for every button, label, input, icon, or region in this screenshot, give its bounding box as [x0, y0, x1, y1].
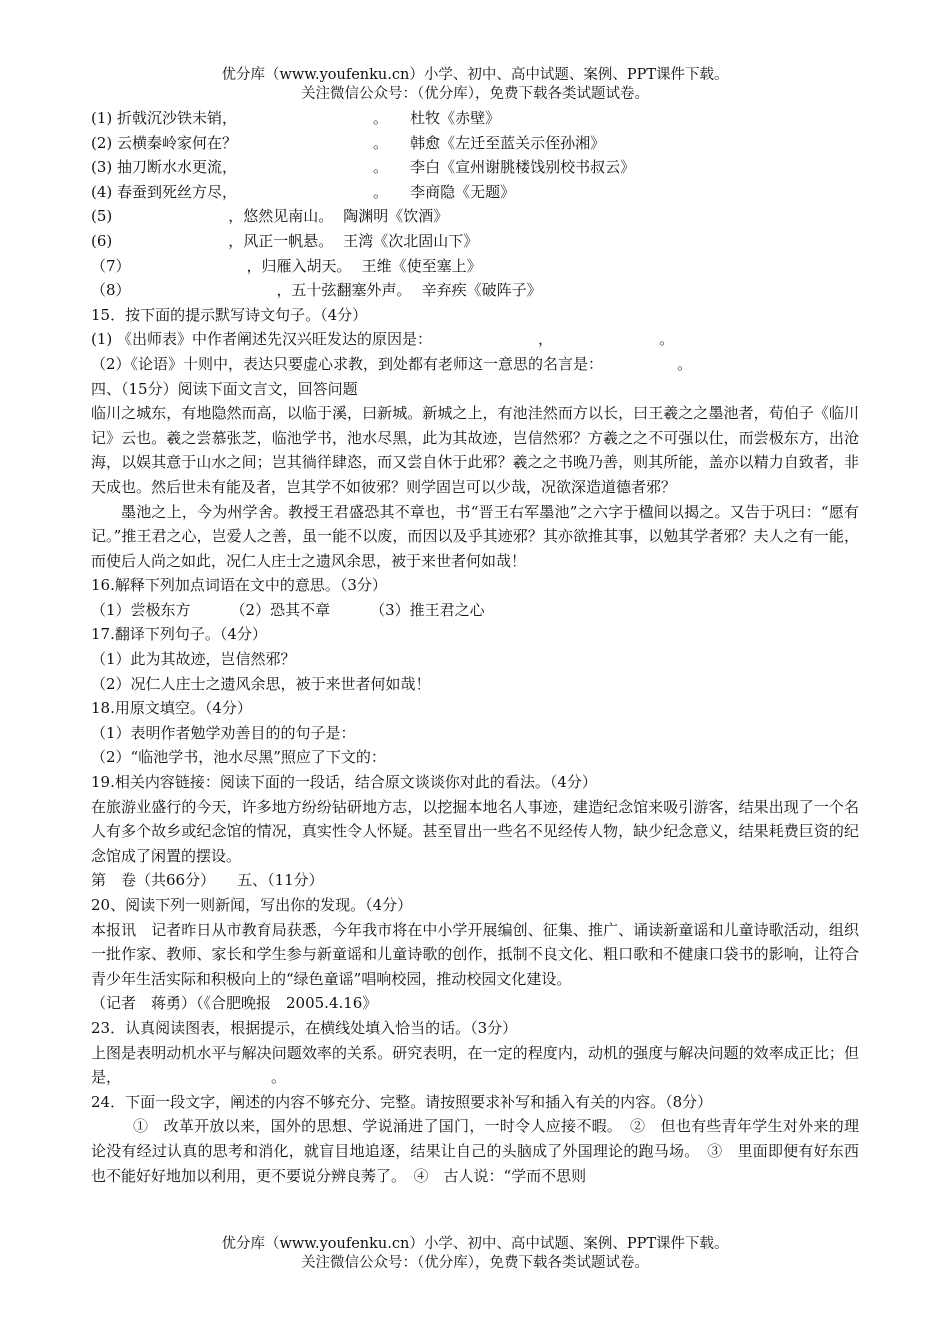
q18-item-2: （2）“临池学书，池水尽黑”照应了下文的：	[91, 748, 386, 767]
q16-item: （1）尝极东方	[91, 600, 191, 619]
q19-text: 在旅游业盛行的今天，许多地方纷纷钻研地方志，以挖掘本地名人事迹，建造纪念馆来吸引游客，结果出现了一个名人有多个故乡或纪念馆的情况，真实性令人怀疑。甚至冒出一些名不见经传人物，缺少纪念意义，结果耗费巨资的纪念馆成了闲置的摆设。	[91, 797, 859, 865]
item-end: 。	[677, 354, 693, 373]
passage-paragraph-2: 墨池之上，今为州学舍。教授王君盛恐其不章也，书“晋王右军墨池”之六字于楹间以揭之。又告于巩曰：“愿有记。”推王君之心，岂爱人之善，虽一能不以废，而因以及乎其迹邪？其亦欲推其事，以勉其学者邪？夫人之有一能，而使后人尚之如此，况仁人庄士之遗风余思，被于来世者何如哉！	[91, 502, 859, 570]
q15-item-2	[91, 352, 859, 377]
poem-line-7	[91, 254, 859, 279]
footer-line-2: 关注微信公众号：（优分库），免费下载各类试题试卷。	[301, 1255, 649, 1271]
poem-text: ，五十弦翻塞外声。	[276, 281, 412, 300]
poem-text: 抽刀断水水更流，	[117, 158, 238, 177]
poem-text: ，风正一帆悬。	[228, 231, 334, 250]
q23-end: 。	[271, 1068, 287, 1087]
poem-num: (6)	[91, 231, 113, 250]
document-body	[91, 106, 859, 1188]
poem-text: 春蚕到死丝方尽，	[117, 182, 238, 201]
poem-num: (4)	[91, 182, 113, 201]
poem-end: 。	[373, 182, 389, 201]
q16-item: （2）恐其不章	[230, 600, 331, 619]
poem-source: 李白《宣州谢朓楼饯别校书叔云》	[410, 158, 636, 177]
q24-text: ① 改革开放以来，国外的思想、学说涌进了国门，一时令人应接不暇。 ② 但也有些青年学生对外来的理论没有经过认真的思考和消化，就盲目地追逐，结果让自己的头脑成了外国理论的跑马场。 ③ 里面即便有好东西也不能好好地加以利用，更不要说分辨良莠了。 ④ 古人说：“学而不思则	[91, 1117, 859, 1185]
page-footer	[0, 1235, 950, 1273]
poem-end: 。	[373, 133, 389, 152]
poem-end: 。	[373, 109, 389, 127]
q20-title: 20、阅读下列一则新闻，写出你的发现。（4分）	[91, 896, 413, 914]
passage-paragraph-1: 临川之城东，有地隐然而高，以临于溪，曰新城。新城之上，有池洼然而方以长，曰王羲之之墨池者，荀伯子《临川记》云也。羲之尝慕张芝，临池学书，池水尽黑，此为其故迹，岂信然邪？方羲之之不可强以仕，而尝极东方，出沧海，以娱其意于山水之间；岂其徜徉肆恣，而又尝自休于此邪？羲之之书晚乃善，则其所能，盖亦以精力自致者，非天成也。然后世未有能及者，岂其学不如彼邪？则学固岂可以少哉，况欲深造道德者邪？	[91, 404, 859, 496]
section5-label: 五、（11分）	[237, 871, 324, 890]
q16-title: 16.解释下列加点词语在文中的意思。（3分）	[91, 576, 387, 595]
q18-item-1: （1）表明作者勉学劝善目的的句子是：	[91, 723, 356, 742]
poem-source: 王湾《次北固山下》	[343, 231, 479, 250]
q16-item: （3）推王君之心	[370, 600, 485, 619]
poem-text: ，归雁入胡天。	[246, 256, 352, 275]
poem-num: (2)	[91, 133, 113, 152]
item-num: （2）	[91, 354, 131, 373]
poem-line-4	[91, 180, 859, 205]
poem-num: (3)	[91, 158, 113, 177]
poem-num: （8）	[91, 281, 131, 300]
q17-title: 17.翻译下列句子。（4分）	[91, 625, 267, 644]
q17-item-1: （1）此为其故迹，岂信然邪？	[91, 650, 296, 669]
part2-label: 第 卷（共66分）	[91, 871, 216, 890]
poem-end: 。	[373, 158, 389, 177]
item-text: 《出师表》中作者阐述先汉兴旺发达的原因是：	[117, 330, 433, 349]
poem-line-2	[91, 131, 859, 156]
q24-title: 24．下面一段文字，阐述的内容不够充分、完整。请按照要求补写和插入有关的内容。（8分）	[91, 1092, 713, 1111]
header-line-1: 优分库（www.youfenku.cn）小学、初中、高中试题、案例、PPT课件下载。	[221, 67, 729, 83]
q15-item-1	[91, 327, 859, 352]
poem-line-5	[91, 204, 859, 229]
poem-text: 云横秦岭家何在？	[117, 133, 238, 152]
poem-line-1	[91, 106, 859, 131]
footer-line-1: 优分库（www.youfenku.cn）小学、初中、高中试题、案例、PPT课件下载。	[221, 1236, 729, 1252]
poem-num: (1)	[91, 109, 113, 127]
poem-text: ，悠然见南山。	[228, 207, 334, 226]
q23-body: 上图是表明动机水平与解决问题效率的关系。研究表明，在一定的程度内，动机的强度与解决问题的效率成正比；但是，	[91, 1043, 859, 1087]
item-end: 。	[659, 330, 675, 349]
poem-num: (5)	[91, 207, 113, 226]
q23-title: 23．认真阅读图表，根据提示，在横线处填入恰当的话。（3分）	[91, 1018, 518, 1037]
section4-title: 四、（15分）阅读下面文言文，回答问题	[91, 379, 358, 398]
poem-text: 折戟沉沙铁未销，	[117, 109, 238, 127]
poem-line-8	[91, 278, 859, 303]
q18-title: 18.用原文填空。（4分）	[91, 699, 252, 718]
item-text: 《论语》十则中，表达只要虚心求教，到处都有老师这一意思的名言是：	[130, 354, 604, 373]
poem-source: 王维《使至塞上》	[361, 256, 482, 275]
item-mid: ，	[538, 330, 554, 349]
part2-heading	[91, 868, 859, 893]
q15-title: 15．按下面的提示默写诗文句子。（4分）	[91, 305, 368, 324]
poem-source: 杜牧《赤壁》	[410, 109, 501, 127]
poem-source: 陶渊明《饮酒》	[343, 207, 449, 226]
poem-source: 辛弃疾《破阵子》	[421, 281, 542, 300]
q20-news: 本报讯 记者昨日从市教育局获悉，今年我市将在中小学开展编创、征集、推广、诵读新童谣和儿童诗歌活动，组织一批作家、教师、家长和学生参与新童谣和儿童诗歌的创作，抵制不良文化、粗口歌和不健康口袋书的影响，让符合青少年生活实际和积极向上的“绿色童谣”唱响校园，推动校园文化建设。	[91, 920, 859, 988]
q19-title: 19.相关内容链接：阅读下面的一段话，结合原文谈谈你对此的看法。（4分）	[91, 773, 597, 792]
item-num: (1)	[91, 330, 113, 349]
poem-num: （7）	[91, 256, 131, 275]
poem-source: 李商隐《无题》	[410, 182, 516, 201]
poem-source: 韩愈《左迁至蓝关示侄孙湘》	[410, 133, 606, 152]
page-header	[0, 66, 950, 104]
poem-line-6	[91, 229, 859, 254]
header-line-2: 关注微信公众号：（优分库），免费下载各类试题试卷。	[301, 86, 649, 102]
q20-credit: （记者 蒋勇）（《合肥晚报 2005.4.16》	[91, 994, 378, 1013]
poem-line-3	[91, 155, 859, 180]
q17-item-2: （2）况仁人庄士之遗风余思，被于来世者何如哉！	[91, 674, 431, 693]
q16-items	[91, 598, 859, 623]
q23-text	[91, 1041, 859, 1090]
